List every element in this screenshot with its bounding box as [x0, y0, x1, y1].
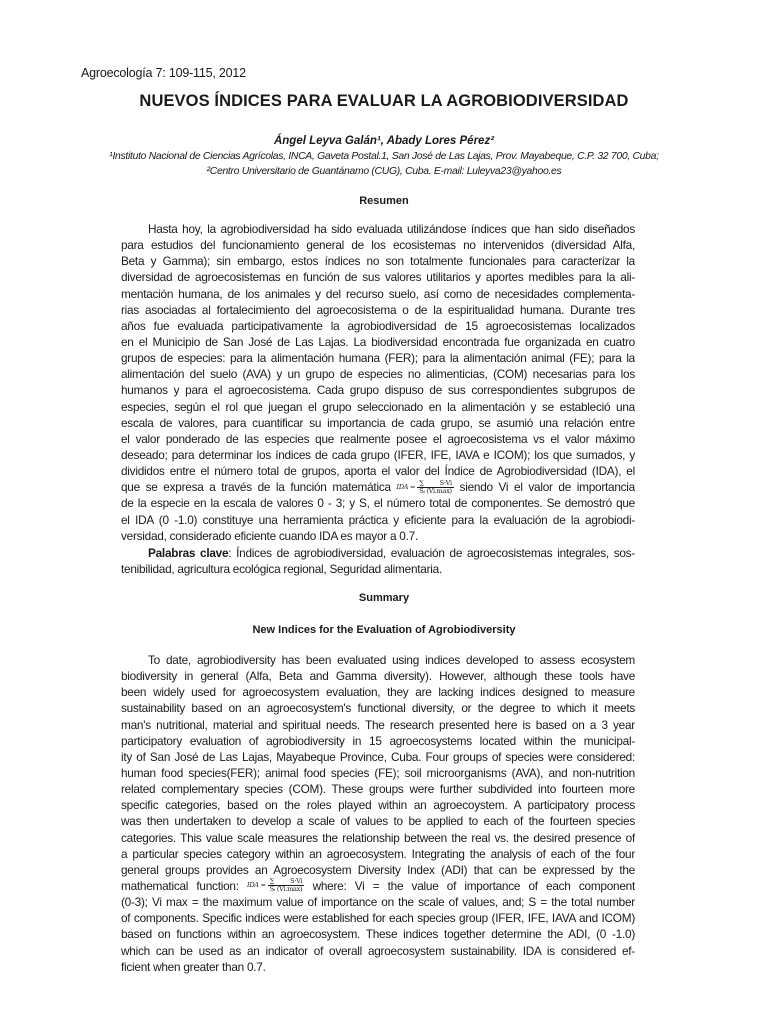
resumen-line: que se expresa a través de la función matemática IDA = $\frac{\sum S\cdot Vi}{\text{Sᵢ (Vi.max)}}$ siendo Vi el valor de importancia [121, 479, 635, 495]
affiliation-1: ¹Instituto Nacional de Ciencias Agrícolas, INCA, Gaveta Postal.1, San José de Las Lajas, Prov. Mayabeque, C.P. 32 700, Cuba; [109, 151, 659, 162]
summary-line: general groups provides an Agroecosystem Diversity Index (ADI) that can be expressed by the [121, 862, 635, 877]
formula-lhs: IDA = [396, 482, 416, 491]
resumen-line: divididos entre el número total de grupos, aporta el valor del Índice de Agrobiodiversidad (IDA), el [121, 464, 635, 479]
summary-line: ity of San José de Las Lajas, Mayabeque Province, Cuba. Four groups of species were considered: [121, 749, 635, 764]
summary-line: related complementary species (COM). These groups were further subdivided into fourteen more [121, 782, 635, 797]
resumen-line: el IDA (0 -1.0) constituye una herramienta práctica y eficiente para la evaluación de la agrobiodi- [121, 512, 635, 527]
summary-line: specific categories, based on the roles played within an agroecoystem. A participatory process [121, 798, 635, 813]
resumen-paragraph [121, 221, 635, 544]
summary-line: To date, agrobiodiversity has been evaluated using indices developed to assess ecosystem [148, 653, 635, 667]
resumen-line: Hasta hoy, la agrobiodiversidad ha sido evaluada utilizándose índices que han sido diseñados [148, 222, 635, 236]
keywords-paragraph [121, 545, 635, 577]
keywords-line [121, 545, 635, 561]
resumen-line: rias asociadas al fortalecimiento del agroecosistema o de la espiritualidad humana. Durante tres [121, 302, 635, 317]
formula-denominator: Sᵢ (Vi.max) [269, 885, 303, 894]
summary-paragraph [121, 652, 635, 975]
summary-line: man's nutritional, material and spiritual needs. The research presented here is based on a 3 year [121, 717, 635, 732]
summary-line: categories. This value scale measures the relationship between the real vs. the desired presence of [121, 830, 635, 845]
summary-line: sustainability based on an agroecosystem's functional diversity, or the degree to which it meets [121, 701, 635, 716]
resumen-line: versidad, considerado eficiente cuando IDA es mayor a 0.7. [121, 528, 418, 543]
resumen-line: para estudios del funcionamiento general de los ecosistemas no intervenidos (diversidad Alfa, [121, 238, 635, 253]
journal-reference: Agroecología 7: 109-115, 2012 [81, 66, 246, 80]
resumen-line: grupos de especies: para la alimentación humana (FER); para la alimentación animal (FE); para la [121, 351, 635, 366]
resumen-line: años fue evaluada participativamente la agrobiodiversidad de 15 agroecosistemas localizados [121, 318, 635, 333]
resumen-line: humanos y para el agroecosistema. Cada grupo dispuso de sus correspondientes subgrupos de [121, 383, 635, 398]
summary-line: biodiversity in general (Alfa, Beta and Gamma diversity). However, although these tools have [121, 669, 635, 684]
resumen-line: alimentación del suelo (AVA) y un grupo de especies no alimenticias, (COM) necesarias para los [121, 367, 635, 382]
resumen-heading: Resumen [359, 195, 409, 207]
formula-lhs: IDA = [247, 881, 266, 890]
summary-heading: Summary [358, 592, 410, 604]
summary-line: which can be used as an indicator of overall agroecosystem sustainability. IDA is considered ef- [121, 943, 635, 958]
resumen-line: especies, según el rol que juegan el grupo seleccionado en la alimentación y se estableció una [121, 399, 635, 414]
formula-fraction [268, 878, 305, 893]
ida-formula [247, 878, 304, 893]
resumen-line: el valor ponderado de las especies que realmente posee el agroecosistema vs el valor máximo [121, 431, 635, 446]
summary-line: (0-3); Vi max = the maximum value of importance on the scale of values, and; S = the total number [121, 895, 635, 910]
resumen-line: deseado; para determinar los índices de cada grupo (IFER, IFE, IAVA e ICOM); los que sumados, y [121, 447, 635, 462]
paper-title: NUEVOS ÍNDICES PARA EVALUAR LA AGROBIODIVERSIDAD [139, 92, 629, 110]
summary-line: human food species(FER); animal food species (FE); soil microorganisms (AVA), and non-nutrition [121, 765, 635, 780]
keywords-text: : Índices de agrobiodiversidad, evaluación de agroecosistemas integrales, sos- [228, 546, 635, 560]
ida-formula [397, 480, 454, 495]
summary-line: been widely used for agroecosystem evaluation, they are lacking indices designed to measure [121, 685, 635, 700]
resumen-line: mentación humana, de los animales y del recurso suelo, así como de necesidades complementa- [121, 286, 635, 301]
affiliation-2: ²Centro Universitario de Guantánamo (CUG), Cuba. E-mail: Luleyva23@yahoo.es [206, 166, 562, 177]
keywords-line: tenibilidad, agricultura ecológica regional, Seguridad alimentaria. [121, 562, 442, 577]
summary-line: a particular species category within an agroecosystem. Integrating the analysis of each of the four [121, 846, 635, 861]
summary-line: participatory evaluation of agrobiodiversity in 15 agroecosystems located within the municipal- [121, 733, 635, 748]
author-list: Ángel Leyva Galán¹, Abady Lores Pérez² [273, 135, 495, 147]
summary-line: based on functions within an agroecosystem. These indices together determine the ADI, (0 -1.0) [121, 927, 635, 942]
formula-numerator: ∑ S·Vi [419, 479, 452, 487]
resumen-line: Beta y Gamma); sin embargo, estos índices no son totalmente funcionales para caracterizar la [121, 254, 635, 269]
formula-numerator: ∑ S·Vi [269, 877, 303, 886]
formula-denominator: Sᵢ (Vi.max) [419, 486, 452, 495]
resumen-line: escala de valores, para cuantificar su importancia de cada grupo, se asumió una relación entre [121, 415, 635, 430]
formula-fraction [417, 480, 454, 495]
summary-title: New Indices for the Evaluation of Agrobiodiversity [252, 624, 516, 636]
summary-line: ficient when greater than 0.7. [121, 959, 266, 974]
summary-line: of components. Specific indices were established for each species group (IFER, IFE, IAVA and ICOM) [121, 911, 635, 926]
resumen-line: en el Municipio de San José de Las Lajas. La biodiversidad encontrada fue organizada en cuatro [121, 334, 635, 349]
summary-line: mathematical function: IDA = $\frac{\sum S\cdot Vi}{\text{Sᵢ (Vi.max)}}$ where: Vi = the value of importance of each component [121, 877, 635, 894]
keywords-label: Palabras clave [148, 546, 229, 560]
summary-line: was then undertaken to develop a scale of values to be applied to each of the fourteen species [121, 814, 635, 829]
resumen-line: de la especie en la escala de valores 0 - 3; y S, el número total de componentes. Se demostró que [121, 496, 635, 511]
resumen-line: diversidad de agroecosistemas en función de sus valores utilitarios y aportes medibles para la ali- [121, 270, 635, 285]
